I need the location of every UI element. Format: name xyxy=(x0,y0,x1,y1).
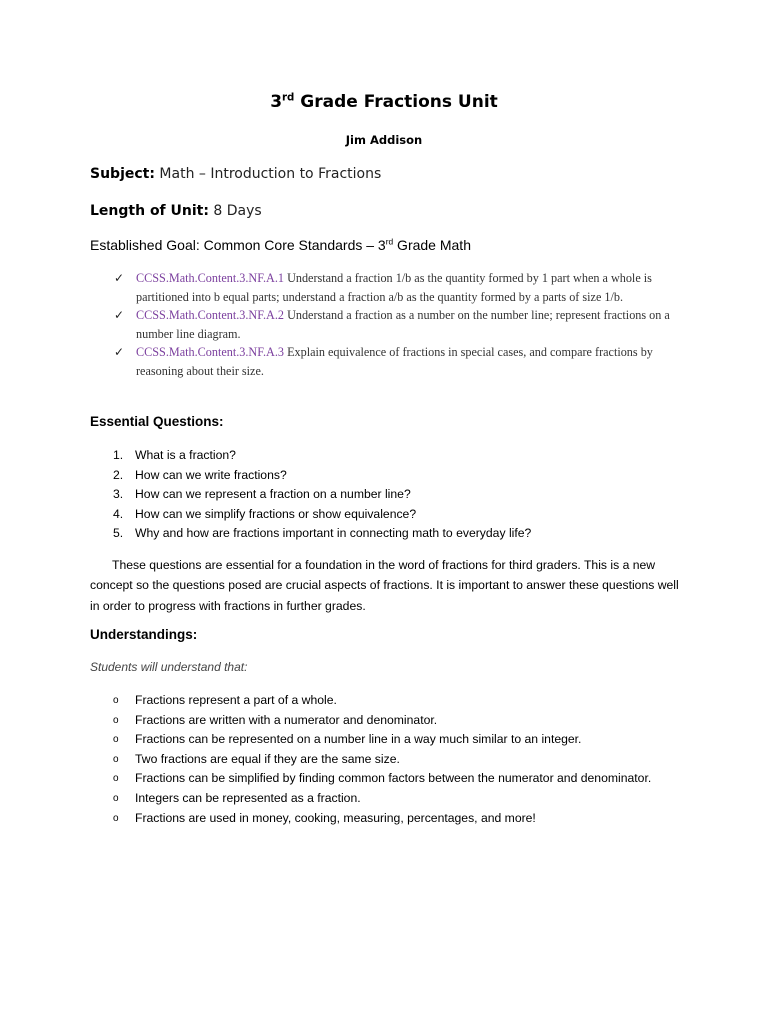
established-goal xyxy=(90,237,471,253)
standard-item xyxy=(114,343,674,380)
question-number: 2. xyxy=(113,467,124,482)
bullet-icon: o xyxy=(113,714,119,726)
bullet-icon: o xyxy=(113,753,119,765)
length-label: Length of Unit xyxy=(90,203,204,219)
understanding-item xyxy=(113,809,693,829)
standard-item xyxy=(114,269,674,306)
question-number: 4. xyxy=(113,506,124,521)
standard-text: Understand a fraction 1/b as the quantity formed by 1 part when a whole is partitioned into b equal parts; understand a fraction a/b as the quantity formed by a parts of size 1/b. xyxy=(136,271,652,304)
understandings-list xyxy=(113,691,693,828)
standards-list xyxy=(114,269,674,380)
bullet-icon: o xyxy=(113,812,119,824)
question-item xyxy=(113,505,693,525)
checkmark-icon: ✓ xyxy=(114,308,125,322)
understanding-item xyxy=(113,691,693,711)
checkmark-icon: ✓ xyxy=(114,345,125,359)
question-item xyxy=(113,446,693,466)
question-number: 1. xyxy=(113,448,124,462)
understandings-intro: Students will understand that: xyxy=(90,660,248,674)
essential-questions-heading: Essential Questions: xyxy=(90,414,224,429)
goal-superscript: rd xyxy=(385,236,394,247)
subject-line xyxy=(90,166,381,182)
question-item xyxy=(113,466,693,486)
bullet-icon: o xyxy=(113,792,119,804)
understanding-item xyxy=(113,769,693,789)
understanding-text: Fractions represent a part of a whole. xyxy=(135,693,337,707)
standard-item xyxy=(114,306,674,343)
questions-rationale-paragraph: These questions are essential for a foundation in the word of fractions for third graders. This is a new concept so the questions posed are crucial aspects of fractions. It is important to answer these questions well in order to progress with fractions in further grades. xyxy=(90,558,679,613)
understanding-item xyxy=(113,789,693,809)
understanding-text: Fractions can be represented on a number line in a way much similar to an integer. xyxy=(135,732,582,747)
length-value: 8 Days xyxy=(213,203,262,219)
understanding-text: Fractions are used in money, cooking, measuring, percentages, and more! xyxy=(135,810,536,825)
subject-colon: : xyxy=(149,166,155,182)
understanding-text: Fractions are written with a numerator and denominator. xyxy=(135,712,438,727)
standard-code: CCSS.Math.Content.3.NF.A.1 xyxy=(136,271,285,285)
length-line xyxy=(90,203,262,219)
author-name: Jim Addison xyxy=(345,133,423,147)
understanding-item xyxy=(113,711,693,731)
question-text: How can we simplify fractions or show equivalence? xyxy=(135,506,417,521)
understanding-item xyxy=(113,750,693,770)
question-item xyxy=(113,524,693,544)
question-text: How can we represent a fraction on a number line? xyxy=(135,487,411,502)
bullet-icon: o xyxy=(113,734,119,746)
goal-suffix: Grade Math xyxy=(393,237,471,253)
question-text: Why and how are fractions important in connecting math to everyday life? xyxy=(135,526,532,541)
standard-code: CCSS.Math.Content.3.NF.A.2 xyxy=(136,308,285,322)
standard-text: Understand a fraction as a number on the number line; represent fractions on a number line diagram. xyxy=(136,308,670,341)
understanding-text: Integers can be represented as a fraction. xyxy=(135,790,361,805)
understandings-heading: Understandings: xyxy=(90,627,198,642)
question-text: What is a fraction? xyxy=(135,448,236,462)
essential-questions-list xyxy=(113,446,693,544)
question-number: 3. xyxy=(113,487,124,502)
bullet-icon: o xyxy=(113,695,119,706)
title-number: 3 xyxy=(270,92,283,112)
title-superscript: rd xyxy=(282,92,295,104)
standard-code: CCSS.Math.Content.3.NF.A.3 xyxy=(136,345,285,359)
title-text: Grade Fractions Unit xyxy=(294,92,498,112)
question-item xyxy=(113,485,693,505)
length-colon: : xyxy=(203,203,209,219)
checkmark-icon: ✓ xyxy=(114,271,125,285)
understanding-text: Fractions can be simplified by finding common factors between the numerator and denominator. xyxy=(135,771,652,786)
page-title xyxy=(0,92,768,112)
subject-label: Subject xyxy=(90,166,150,182)
goal-prefix: Established Goal: Common Core Standards – 3 xyxy=(90,237,386,253)
bullet-icon: o xyxy=(113,773,119,785)
understanding-item xyxy=(113,730,693,750)
understanding-text: Two fractions are equal if they are the same size. xyxy=(135,751,400,766)
subject-value: Math – Introduction to Fractions xyxy=(159,166,382,182)
standard-text: Explain equivalence of fractions in special cases, and compare fractions by reasoning about their size. xyxy=(136,345,653,378)
question-text: How can we write fractions? xyxy=(135,467,287,482)
question-number: 5. xyxy=(113,526,124,541)
